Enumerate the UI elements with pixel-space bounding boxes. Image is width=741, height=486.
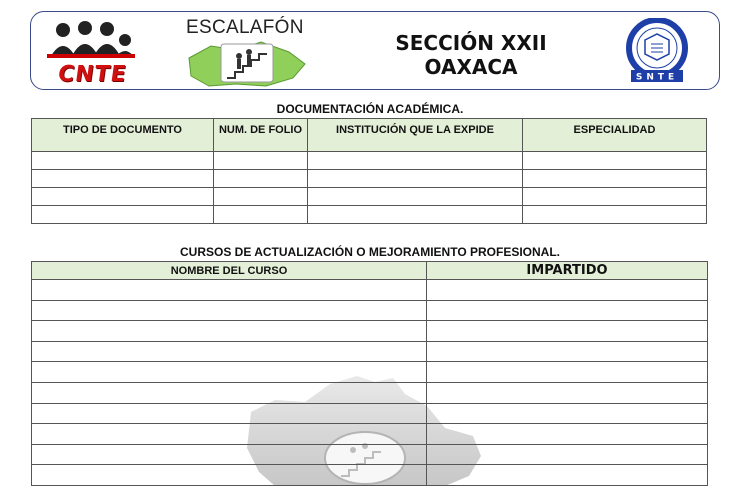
table-cell[interactable] <box>32 341 427 362</box>
table-row <box>32 280 708 301</box>
table-cell[interactable] <box>427 300 708 321</box>
table-cell[interactable] <box>427 465 708 486</box>
seccion-line-2: OAXACA <box>424 55 518 79</box>
table-row <box>32 170 707 188</box>
table-row <box>32 152 707 170</box>
table-cell[interactable] <box>427 444 708 465</box>
table-row <box>32 206 707 224</box>
table-cell[interactable] <box>214 170 308 188</box>
table-row <box>32 403 708 424</box>
snte-logo-text: SNTE <box>635 72 679 83</box>
col-tipo-documento: TIPO DE DOCUMENTO <box>32 119 214 152</box>
document-header <box>30 11 720 90</box>
snte-seal-icon <box>617 18 697 84</box>
table-cell[interactable] <box>523 206 707 224</box>
table-cell[interactable] <box>32 280 427 301</box>
table-cell[interactable] <box>427 382 708 403</box>
table-cell[interactable] <box>427 362 708 383</box>
table-row <box>32 444 708 465</box>
seccion-title <box>381 31 561 79</box>
col-impartido: IMPARTIDO <box>427 262 708 280</box>
table-row <box>32 465 708 486</box>
table-row <box>32 321 708 342</box>
col-especialidad: ESPECIALIDAD <box>523 119 707 152</box>
table-cell[interactable] <box>523 152 707 170</box>
table-row <box>32 382 708 403</box>
table-cell[interactable] <box>308 206 523 224</box>
table-cell[interactable] <box>427 341 708 362</box>
documentacion-table <box>31 118 707 224</box>
table-cell[interactable] <box>32 424 427 445</box>
table-cell[interactable] <box>32 444 427 465</box>
table-row <box>32 362 708 383</box>
table-row <box>32 300 708 321</box>
table-cell[interactable] <box>32 170 214 188</box>
table-cell[interactable] <box>32 206 214 224</box>
table-cell[interactable] <box>523 188 707 206</box>
col-num-folio: NUM. DE FOLIO <box>214 119 308 152</box>
escalafon-title: ESCALAFÓN <box>186 17 304 38</box>
table-row <box>32 424 708 445</box>
table-row <box>32 188 707 206</box>
cursos-title: CURSOS DE ACTUALIZACIÓN O MEJORAMIENTO PROFESIONAL. <box>179 245 560 259</box>
cnte-logo-text: CNTE <box>56 62 129 87</box>
table-cell[interactable] <box>32 300 427 321</box>
col-nombre-curso: NOMBRE DEL CURSO <box>32 262 427 280</box>
table-cell[interactable] <box>427 321 708 342</box>
table-cell[interactable] <box>32 321 427 342</box>
table-row <box>32 341 708 362</box>
table-cell[interactable] <box>427 280 708 301</box>
table-cell[interactable] <box>32 403 427 424</box>
table-cell[interactable] <box>32 362 427 383</box>
table-cell[interactable] <box>214 206 308 224</box>
documentacion-header-row <box>32 119 707 152</box>
col-institucion: INSTITUCIÓN QUE LA EXPIDE <box>308 119 523 152</box>
cursos-table <box>31 261 708 486</box>
escalafon-map-icon <box>181 38 311 90</box>
table-cell[interactable] <box>214 152 308 170</box>
table-cell[interactable] <box>32 188 214 206</box>
table-cell[interactable] <box>308 170 523 188</box>
cursos-header-row <box>32 262 708 280</box>
table-cell[interactable] <box>308 152 523 170</box>
table-cell[interactable] <box>32 465 427 486</box>
table-cell[interactable] <box>32 382 427 403</box>
seccion-line-1: SECCIÓN XXII <box>395 31 547 55</box>
documentacion-title: DOCUMENTACIÓN ACADÉMICA. <box>276 102 464 116</box>
table-cell[interactable] <box>308 188 523 206</box>
table-cell[interactable] <box>427 403 708 424</box>
table-cell[interactable] <box>427 424 708 445</box>
table-cell[interactable] <box>214 188 308 206</box>
table-cell[interactable] <box>523 170 707 188</box>
table-cell[interactable] <box>32 152 214 170</box>
